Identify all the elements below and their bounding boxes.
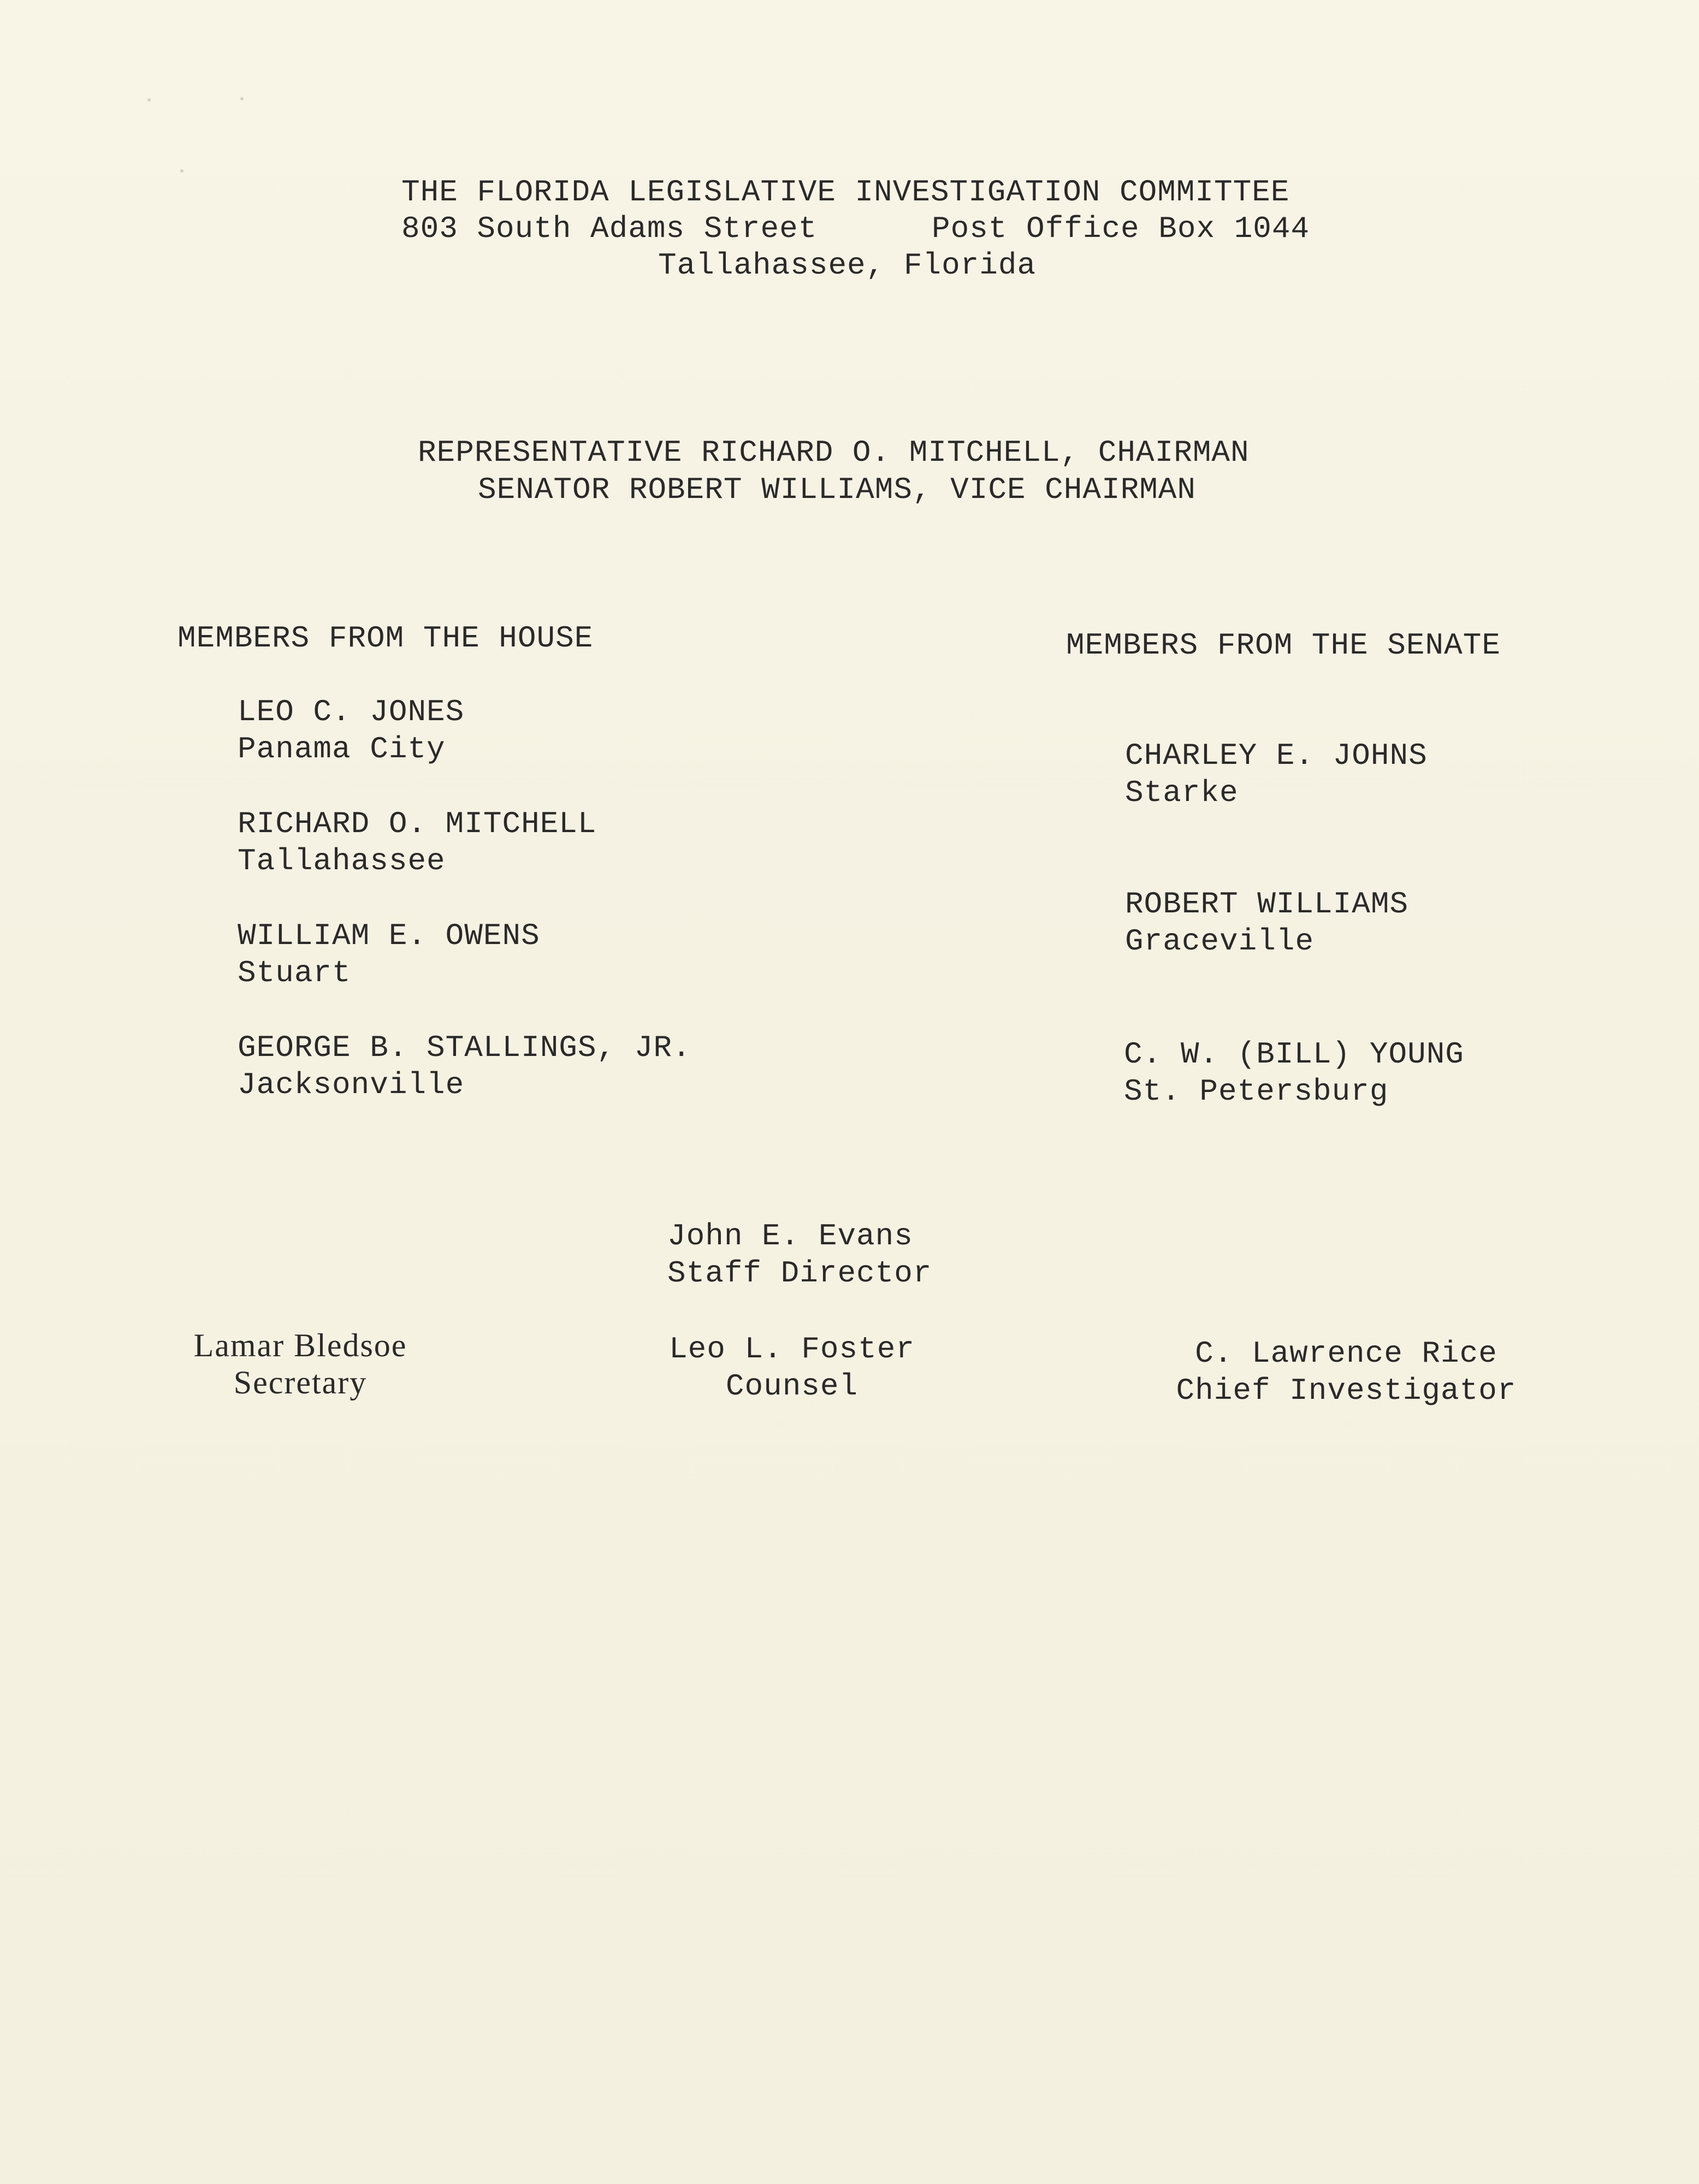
chairman-line: REPRESENTATIVE RICHARD O. MITCHELL, CHAIRMAN [418, 435, 1250, 470]
house-member [238, 693, 464, 768]
house-member [238, 805, 597, 880]
staff-name: Leo L. Foster [669, 1332, 915, 1367]
member-city: Graceville [1125, 924, 1315, 959]
member-city: Jacksonville [238, 1067, 465, 1102]
senate-member [1124, 1036, 1464, 1110]
house-member [238, 1029, 691, 1103]
member-city: Tallahassee [238, 844, 446, 879]
member-city: Stuart [238, 956, 351, 990]
vice-chairman-line: SENATOR ROBERT WILLIAMS, VICE CHAIRMAN [478, 472, 1197, 507]
paper-speck [240, 97, 244, 100]
member-name: WILLIAM E. OWENS [238, 918, 540, 953]
house-member [238, 917, 540, 992]
member-city: St. Petersburg [1124, 1074, 1389, 1109]
staff-name: Lamar Bledsoe [193, 1327, 407, 1363]
city-state: Tallahassee, Florida [658, 248, 1037, 283]
staff-title: Chief Investigator [1176, 1373, 1517, 1408]
paper-speck [147, 98, 151, 102]
member-city: Starke [1125, 775, 1239, 810]
member-city: Panama City [238, 732, 446, 767]
staff-title: Staff Director [667, 1256, 932, 1291]
senate-member [1125, 886, 1408, 960]
staff-name: John E. Evans [667, 1219, 913, 1254]
committee-name: THE FLORIDA LEGISLATIVE INVESTIGATION COMMITTEE [401, 175, 1290, 210]
staff-investigator [1171, 1335, 1521, 1409]
member-name: CHARLEY E. JOHNS [1125, 738, 1428, 773]
staff-counsel [650, 1331, 934, 1405]
staff-title: Counsel [725, 1369, 859, 1404]
member-name: GEORGE B. STALLINGS, JR. [238, 1030, 691, 1065]
member-name: LEO C. JONES [238, 695, 465, 729]
senate-member [1125, 737, 1428, 811]
house-heading: MEMBERS FROM THE HOUSE [177, 621, 594, 656]
member-name: RICHARD O. MITCHELL [238, 806, 597, 841]
staff-name: C. Lawrence Rice [1195, 1336, 1497, 1371]
paper-speck [180, 169, 183, 173]
post-office-box: Post Office Box 1044 [932, 211, 1310, 246]
member-name: C. W. (BILL) YOUNG [1124, 1037, 1464, 1072]
senate-heading: MEMBERS FROM THE SENATE [1066, 628, 1501, 663]
staff-title: Secretary [233, 1364, 368, 1400]
member-name: ROBERT WILLIAMS [1125, 887, 1409, 922]
street-address: 803 South Adams Street [401, 211, 818, 246]
staff-secretary [164, 1327, 437, 1401]
staff-director [667, 1218, 932, 1292]
